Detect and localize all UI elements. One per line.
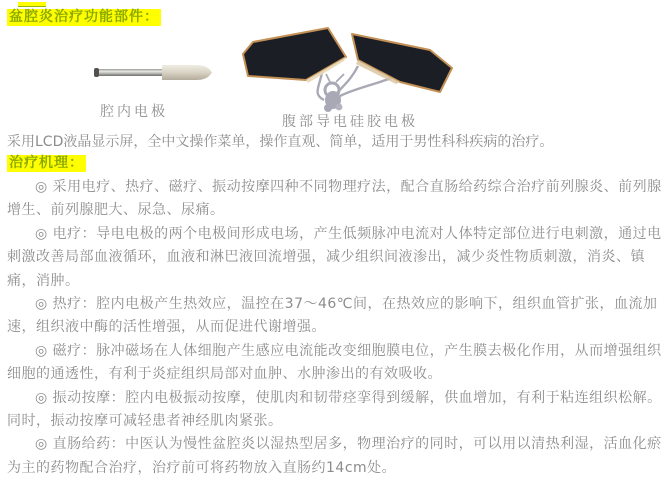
bullet-overview: ◎ 采用电疗、热疗、磁疗、振动按摩四种不同物理疗法，配合直肠给药综合治疗前列腺炎、前列腺增生、前列腺肥大、尿急、尿痛。	[7, 179, 662, 219]
probe-label: 腔内电极	[100, 104, 168, 120]
right-silicone-pad	[352, 34, 452, 92]
intracavity-electrode-image	[88, 58, 218, 88]
section-heading-components: 盆腔炎治疗功能部件：	[9, 9, 159, 25]
bullet-vibration-massage: ◎ 振动按摩：腔内电极振动按摩，使肌肉和韧带痉挛得到缓解，供血增加，有利于粘连组织松解。同时，振动按摩可减轻患者神经肌肉紧张。	[7, 389, 662, 430]
section-heading-mechanism: 治疗机理：	[9, 155, 84, 171]
cropped-highlight-fragment	[18, 2, 46, 7]
bullet-electrotherapy: ◎ 电疗：导电电极的两个电极间形成电场，产生低频脉冲电流对人体特定部位进行电刺激，通过电刺激改善局部血液循环，血液和淋巴液回流增强，减少组织间液渗出，减少炎性物质刺激，消炎、镇痛，消肿。	[7, 225, 662, 289]
probe-tip	[162, 65, 212, 80]
bullet-rectal-medication: ◎ 直肠给药：中医认为慢性盆腔炎以湿热型居多，物理治疗的同时，可以用以清热利湿，活血化瘀为主的药物配合治疗，治疗前可将药物放入直肠约14cm处。	[7, 436, 662, 476]
cable-connector-coil	[324, 74, 344, 112]
probe-rod-cap	[94, 68, 99, 77]
bullet-thermotherapy: ◎ 热疗：腔内电极产生热效应，温控在37～46℃间，在热效应的影响下，组织血管扩张，血流加速，组织液中酶的活性增强，从而促进代谢增强。	[7, 296, 658, 336]
pads-label: 腹部导电硅胶电极	[282, 114, 418, 130]
mechanism-bullet-list	[7, 176, 666, 480]
bullet-magnetotherapy: ◎ 磁疗：脉冲磁场在人体细胞产生感应电流能改变细胞膜电位，产生膜去极化作用，从而增强组织细胞的通透性，有利于炎症组织局部对血肿、水肿渗出的有效吸收。	[7, 342, 662, 383]
left-silicone-pad	[243, 28, 346, 80]
intro-paragraph: 采用LCD液晶显示屏，全中文操作菜单，操作直观、简单，适用于男性科科疾病的治疗。	[7, 134, 554, 150]
probe-rod	[95, 69, 165, 76]
abdominal-pads-image	[240, 24, 460, 114]
